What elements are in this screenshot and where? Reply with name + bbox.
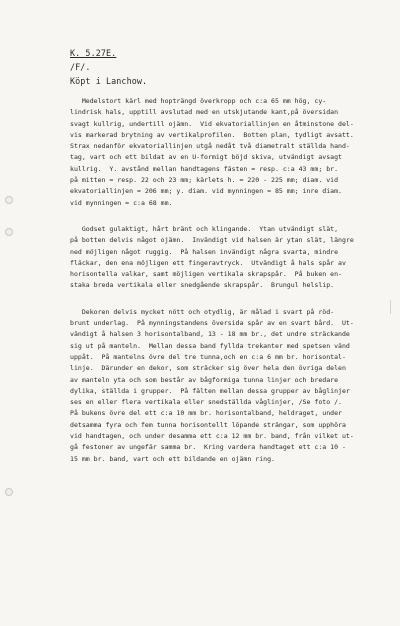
document-header <box>70 46 147 88</box>
text-line: på botten delvis något ojämn. Invändigt vid halsen är ytan slät, längre <box>70 236 354 245</box>
text-line: Strax nedanför ekvatoriallinjen utgå nedåt två diametralt ställda hand- <box>70 142 350 151</box>
purchase-note: Köpt i Lanchow. <box>70 76 148 86</box>
text-line: Godset gulaktigt, hårt bränt och klingande. Ytan utvändigt slät, <box>70 224 339 233</box>
text-line: vändigt å halsen 3 horisontalband, 13 - 18 mm br., det undre sträckande <box>70 330 350 339</box>
text-line: vid mynningen = c:a 68 mm. <box>70 198 173 207</box>
text-line: av manteln yta och som består av bågformiga tunna linjer och bredare <box>70 375 339 384</box>
text-line: staka breda vertikala eller snedgående skrapspår. Brungul helslip. <box>70 281 335 290</box>
document-body <box>70 96 388 465</box>
punch-hole-icon <box>5 228 13 236</box>
text-line: 15 mm br. band, vart och ett bildande en ojämn ring. <box>70 454 275 463</box>
catalog-number: K. 5.27E. <box>70 48 117 58</box>
punch-hole-icon <box>5 488 13 496</box>
text-line: linje. Därunder en dekor, som sträcker sig över hela den övriga delen <box>70 364 346 373</box>
text-line: tag, vart och ett bildat av en U-formigt böjd skiva, utvändigt avsagt <box>70 153 342 162</box>
text-line: gå festoner av ungefär samma br. Kring vardera handtaget ett c:a 10 - <box>70 443 346 452</box>
text-line: ses en eller flera vertikala eller snedställda våglinjer, /Se foto /. <box>70 398 342 407</box>
text-line: ekvatoriallinjen = 206 mm; y. diam. vid mynningen = 85 mm; inre diam. <box>70 187 342 196</box>
text-line: uppåt. På mantelns övre del tre tunna,och en c:a 6 mm br. horisontal- <box>70 352 346 361</box>
text-line: svagt kullrig, undertill ojämn. Vid ekvatoriallinjen en åtminstone del- <box>70 119 354 128</box>
paragraph-gap <box>70 292 388 307</box>
scan-edge-mark <box>390 300 396 314</box>
text-line: brunt underlag. På mynningstandens översida spår av en svart bård. Ut- <box>70 319 354 328</box>
text-line: lindrisk hals, upptill avslutad med en utskjutande kant,på översidan <box>70 108 339 117</box>
text-line: Dekoren delvis mycket nött och otydlig, är målad i svart på röd- <box>70 307 335 316</box>
text-line: vid handtagen, och under desamma ett c:a 12 mm br. band, från vilket ut- <box>70 432 354 441</box>
text-line: på mitten = resp. 22 och 23 mm; kärlets h. = 220 - 225 mm; diam. vid <box>70 176 339 185</box>
text-line: vis markerad brytning av vertikalprofilen. Botten plan, tydligt avsatt. <box>70 130 354 139</box>
text-line: sig ut på manteln. Mellan dessa band fyllda trekanter med spetsen vänd <box>70 341 350 350</box>
text-line: ned möjligen något ruggig. På halsen invändigt några svarta, mindre <box>70 247 339 256</box>
text-line: dylika, ställda i grupper. På fälten mellan dessa grupper av båglinjer <box>70 386 350 395</box>
text-line: detsamma fyra och fem tunna horisontellt löpande strängar, som upphöra <box>70 420 346 429</box>
text-line: På bukens övre del ett c:a 10 mm br. horisontalband, heldraget, under <box>70 409 342 418</box>
catalog-subnumber: /F/. <box>70 62 91 72</box>
text-line: fläckar, den ena möjligen ett fingeravtryck. Utvändigt å hals spår av <box>70 258 346 267</box>
paragraph-gap <box>70 209 388 224</box>
punch-hole-icon <box>5 196 13 204</box>
text-line: Medelstort kärl med hopträngd överkropp och c:a 65 mm hög, cy- <box>70 97 327 105</box>
text-line: kullrig. Y. avstånd mellan handtagens fästen = resp. c:a 43 mm; br. <box>70 164 339 173</box>
text-line: horisontella valkar, samt möjligen vertikala skrapspår. På buken en- <box>70 270 342 279</box>
